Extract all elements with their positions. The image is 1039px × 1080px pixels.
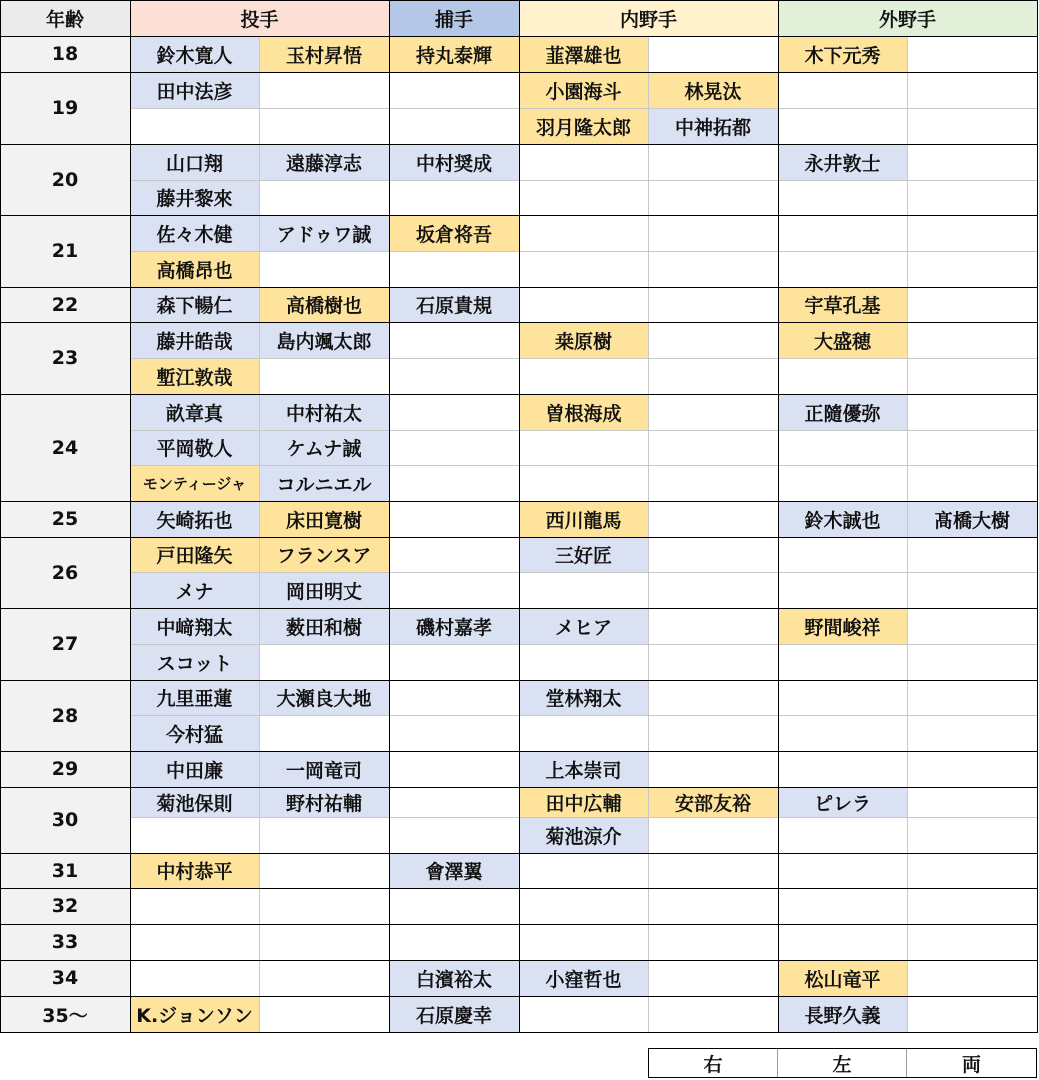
age-cell: 32 [0,888,130,924]
grid-line [778,0,779,1033]
grid-line [389,0,390,1033]
player-cell: 薮田和樹 [259,608,389,644]
player-cell: 大瀬良大地 [259,680,389,715]
age-cell: 31 [0,853,130,888]
player-cell: 中村恭平 [130,853,259,888]
player-cell: 羽月隆太郎 [519,108,648,144]
age-cell: 30 [0,787,130,853]
player-cell: 松山竜平 [778,960,907,996]
header-infield: 内野手 [519,0,778,36]
grid-line [130,644,1037,645]
player-cell: 中﨑翔太 [130,608,259,644]
player-cell: 石原貴規 [389,287,519,322]
age-cell: 28 [0,680,130,751]
player-cell: ピレラ [778,787,907,817]
player-cell: 中神拓都 [648,108,778,144]
age-cell: 34 [0,960,130,996]
player-cell: 坂倉将吾 [389,215,519,251]
player-cell: 堂林翔太 [519,680,648,715]
player-cell: 中田廉 [130,751,259,787]
player-cell: フランスア [259,537,389,572]
legend-right: 右 [649,1049,778,1077]
player-cell: 一岡竜司 [259,751,389,787]
player-cell: 野村祐輔 [259,787,389,817]
header-pitcher: 投手 [130,0,389,36]
player-cell: 高橋昂也 [130,251,259,287]
grid-line [130,465,1037,466]
player-cell: 石原慶幸 [389,996,519,1032]
player-cell: 戸田隆矢 [130,537,259,572]
player-cell: 菊池涼介 [519,817,648,853]
age-cell: 25 [0,501,130,537]
player-cell: メナ [130,572,259,608]
age-cell: 26 [0,537,130,608]
grid-line [130,180,1037,181]
player-cell: 西川龍馬 [519,501,648,537]
header-catcher: 捕手 [389,0,519,36]
player-cell: 遠藤淳志 [259,144,389,180]
player-cell: 安部友裕 [648,787,778,817]
player-cell: 磯村嘉孝 [389,608,519,644]
age-cell: 29 [0,751,130,787]
player-cell: 正隨優弥 [778,394,907,430]
player-cell: 森下暢仁 [130,287,259,322]
age-cell: 18 [0,36,130,72]
grid-line [130,817,1037,818]
grid-line [130,430,1037,431]
player-cell: K.ジョンソン [130,996,259,1032]
player-cell: 曽根海成 [519,394,648,430]
player-cell: 菊池保則 [130,787,259,817]
grid-line [130,108,1037,109]
grid-line [648,36,649,1032]
player-cell: 島内颯太郎 [259,322,389,358]
player-cell: 今村猛 [130,715,259,751]
age-cell: 35～ [0,996,130,1032]
player-cell: ケムナ誠 [259,430,389,465]
player-cell: 長野久義 [778,996,907,1032]
player-cell: 九里亜蓮 [130,680,259,715]
player-cell: 永井敦士 [778,144,907,180]
player-cell: スコット [130,644,259,680]
age-cell: 22 [0,287,130,322]
age-cell: 20 [0,144,130,215]
player-cell: 桒原樹 [519,322,648,358]
player-cell: 藤井黎來 [130,180,259,215]
player-cell: 矢崎拓也 [130,501,259,537]
header-age: 年齢 [0,0,130,36]
legend-switch: 両 [961,1053,981,1076]
legend-left: 左 [778,1049,907,1077]
grid-line [130,715,1037,716]
grid-line [0,0,1,1033]
player-cell: 床田寛樹 [259,501,389,537]
player-cell: 藤井皓哉 [130,322,259,358]
player-cell: メヒア [519,608,648,644]
player-cell: 平岡敬人 [130,430,259,465]
player-cell: 塹江敦哉 [130,358,259,394]
player-cell: 大盛穂 [778,322,907,358]
grid-line [130,572,1037,573]
player-cell: 韮澤雄也 [519,36,648,72]
player-cell: アドゥワ誠 [259,215,389,251]
player-cell: 小窪哲也 [519,960,648,996]
grid-line [907,36,908,1032]
player-cell: 髙橋大樹 [907,501,1037,537]
player-cell: 小園海斗 [519,72,648,108]
header-outfield: 外野手 [778,0,1037,36]
player-cell: 宇草孔基 [778,287,907,322]
age-cell: 21 [0,215,130,287]
player-cell: 鈴木寛人 [130,36,259,72]
player-cell: 野間峻祥 [778,608,907,644]
grid-line [259,36,260,1032]
age-cell: 27 [0,608,130,680]
age-cell: 33 [0,924,130,960]
handedness-legend [648,1048,1037,1078]
player-cell: 林晃汰 [648,72,778,108]
player-cell: 持丸泰輝 [389,36,519,72]
player-cell: 高橋樹也 [259,287,389,322]
player-cell: 佐々木健 [130,215,259,251]
player-cell: 鈴木誠也 [778,501,907,537]
player-cell: 田中法彦 [130,72,259,108]
player-cell: 岡田明丈 [259,572,389,608]
grid-line [130,251,1037,252]
player-cell: コルニエル [259,465,389,501]
grid-line [130,0,131,1033]
grid-line [130,358,1037,359]
player-cell: 木下元秀 [778,36,907,72]
player-cell: 三好匠 [519,537,648,572]
player-cell: モンティージャ [130,465,259,501]
player-cell: 山口翔 [130,144,259,180]
age-cell: 24 [0,394,130,501]
player-cell: 會澤翼 [389,853,519,888]
grid-line [519,0,520,1033]
grid-line [1037,0,1038,1033]
player-cell: 中村奨成 [389,144,519,180]
player-cell: 畝章真 [130,394,259,430]
player-cell: 中村祐太 [259,394,389,430]
player-cell: 上本崇司 [519,751,648,787]
player-cell: 白濱裕太 [389,960,519,996]
age-cell: 19 [0,72,130,144]
age-cell: 23 [0,322,130,394]
player-cell: 田中広輔 [519,787,648,817]
player-cell: 玉村昇悟 [259,36,389,72]
